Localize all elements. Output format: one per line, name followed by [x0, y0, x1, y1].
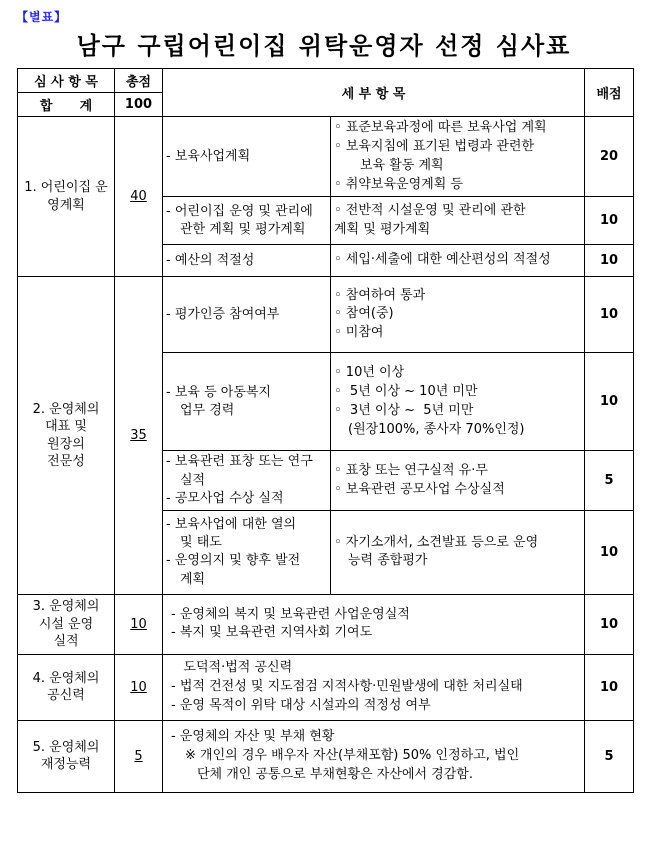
evaluation-table [17, 68, 634, 793]
section-1-item-1: - 보육사업계획 [163, 117, 331, 197]
section-5-name: 5. 운영체의 재정능력 [18, 720, 115, 792]
section-4-score: 10 [585, 654, 634, 720]
section-2-item-1: - 평가인증 참여여부 [163, 277, 331, 353]
section-1-item-2: - 어린이집 운영 및 관리에 관한 계획 및 평가계획 [163, 197, 331, 245]
header-category: 심 사 항 목 [18, 69, 115, 93]
header-score: 배점 [585, 69, 634, 117]
section-1-name: 1. 어린이집 운영계획 [18, 117, 115, 277]
annex-tag: 【별표】 [16, 10, 68, 24]
sum-value: 100 [115, 93, 163, 117]
section-5-score: 5 [585, 720, 634, 792]
section-3-name: 3. 운영체의 시설 운영 실적 [18, 594, 115, 654]
section-2-item-4: - 보육사업에 대한 열의 및 태도 - 운영의지 및 향후 발전 계획 [163, 510, 331, 594]
section-3-score: 10 [585, 594, 634, 654]
page-title: 남구 구립어린이집 위탁운영자 선정 심사표 [76, 31, 572, 60]
section-2-detail-2: ◦ 10년 이상 ◦ 5년 이상 ~ 10년 미만 ◦ 3년 이상 ~ 5년 미만 (원장100%, 종사자 70%인정) [331, 353, 585, 451]
section-1-detail-1: ◦ 표준보육과정에 따른 보육사업 계획 ◦ 보육지침에 표기된 법령과 관련한 보육 활동 계획 ◦ 취약보육운영계획 등 [331, 117, 585, 197]
section-4-name: 4. 운영체의 공신력 [18, 654, 115, 720]
section-1-total: 40 [115, 117, 163, 277]
section-2-item-3: - 보육관련 표창 또는 연구 실적 - 공모사업 수상 실적 [163, 451, 331, 511]
section-2-detail-3: ◦ 표창 또는 연구실적 유·무 ◦ 보육관련 공모사업 수상실적 [331, 451, 585, 511]
section-5-detail: - 운영체의 자산 및 부채 현황 ※ 개인의 경우 배우자 자산(부채포함) 50% 인정하고, 법인 단체 개인 공통으로 부채현황은 자산에서 경감함. [163, 720, 585, 792]
section-2-name: 2. 운영체의 대표 및 원장의 전문성 [18, 277, 115, 595]
header-total: 총점 [115, 69, 163, 93]
section-3-detail: - 운영체의 복지 및 보육관련 사업운영실적 - 복지 및 보육관련 지역사회 기여도 [163, 594, 585, 654]
section-1-detail-2: ◦ 전반적 시설운영 및 관리에 관한 계획 및 평가계획 [331, 197, 585, 245]
section-1-score-2: 10 [585, 197, 634, 245]
section-2-score-3: 5 [585, 451, 634, 511]
section-4-detail: 도덕적·법적 공신력 - 법적 건전성 및 지도점검 지적사항·민원발생에 대한 처리실태 - 운영 목적이 위탁 대상 시설과의 적정성 여부 [163, 654, 585, 720]
section-2-score-4: 10 [585, 510, 634, 594]
section-2-detail-4: ◦ 자기소개서, 소견발표 등으로 운영 능력 종합평가 [331, 510, 585, 594]
sum-label: 합 계 [18, 93, 115, 117]
section-1-score-3: 10 [585, 245, 634, 277]
section-2-item-2: - 보육 등 아동복지 업무 경력 [163, 353, 331, 451]
section-2-score-1: 10 [585, 277, 634, 353]
section-4-total: 10 [115, 654, 163, 720]
section-2-detail-1: ◦ 참여하여 통과 ◦ 참여(중) ◦ 미참여 [331, 277, 585, 353]
section-1-item-3: - 예산의 적절성 [163, 245, 331, 277]
section-1-detail-3: ◦ 세입·세출에 대한 예산편성의 적절성 [331, 245, 585, 277]
section-1-score-1: 20 [585, 117, 634, 197]
header-detail: 세 부 항 목 [163, 69, 585, 117]
section-2-total: 35 [115, 277, 163, 595]
section-5-total: 5 [115, 720, 163, 792]
section-3-total: 10 [115, 594, 163, 654]
section-2-score-2: 10 [585, 353, 634, 451]
